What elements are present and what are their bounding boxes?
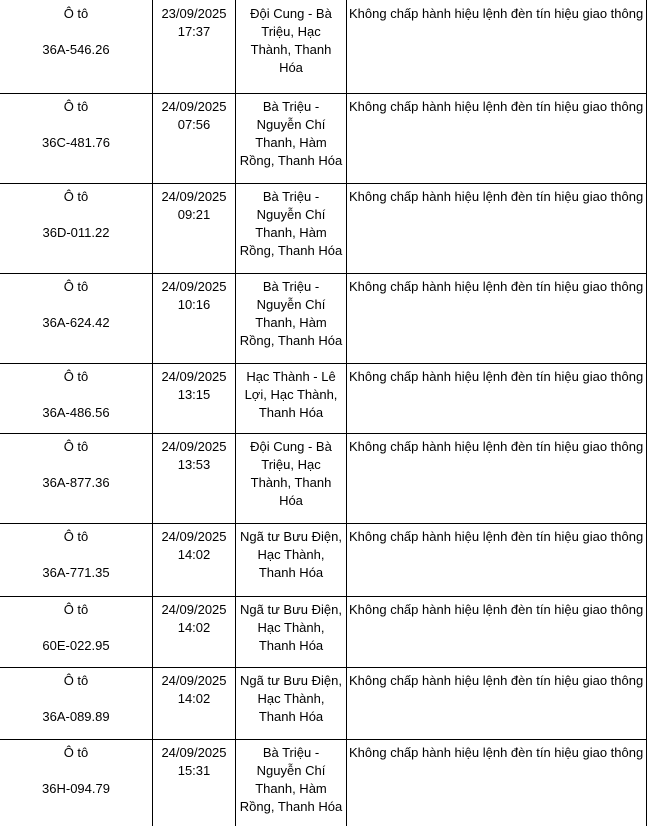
spacer [0, 690, 152, 708]
location-line: Thành, Thanh [250, 42, 332, 57]
datetime-cell [153, 5, 235, 41]
violation-date: 24/09/2025 [161, 279, 227, 294]
violation-cell: Không chấp hành hiệu lệnh đèn tín hiệu giao thông [349, 189, 644, 204]
location-cell [236, 98, 346, 170]
location-line: Hạc Thành, [257, 547, 325, 562]
violation-time: 17:37 [177, 24, 211, 39]
violation-time: 13:53 [177, 457, 211, 472]
violation-time: 07:56 [177, 117, 211, 132]
location-line: Ngã tư Bưu Điện, [240, 602, 342, 617]
location-line: Rồng, Thanh Hóa [239, 153, 343, 168]
location-line: Nguyễn Chí [256, 297, 326, 312]
datetime-cell [153, 601, 235, 637]
location-line: Thanh Hóa [258, 709, 324, 724]
location-line: Thanh, Hàm [255, 315, 327, 330]
violation-date: 24/09/2025 [161, 602, 227, 617]
violation-time: 15:31 [177, 763, 211, 778]
row-divider [0, 523, 646, 524]
spacer [0, 206, 152, 224]
location-cell [236, 368, 346, 422]
vehicle-type: Ô tô [63, 189, 89, 204]
violation-date: 24/09/2025 [161, 99, 227, 114]
row-divider [0, 739, 646, 740]
location-line: Nguyễn Chí [256, 207, 326, 222]
violation-time: 14:02 [177, 691, 211, 706]
location-line: Hóa [279, 493, 303, 508]
vehicle-type: Ô tô [63, 673, 89, 688]
location-line: Rồng, Thanh Hóa [239, 333, 343, 348]
location-line: Hạc Thành, [257, 691, 325, 706]
location-line: Hạc Thành, [257, 620, 325, 635]
vehicle-type: Ô tô [63, 529, 89, 544]
row-divider [0, 596, 646, 597]
location-line: Bà Triệu - [262, 745, 320, 760]
violation-cell: Không chấp hành hiệu lệnh đèn tín hiệu giao thông [349, 529, 644, 544]
location-cell [236, 744, 346, 816]
violation-time: 14:02 [177, 547, 211, 562]
location-line: Nguyễn Chí [256, 763, 326, 778]
spacer [0, 296, 152, 314]
location-line: Thanh Hóa [258, 405, 324, 420]
spacer [0, 23, 152, 41]
datetime-cell [153, 368, 235, 404]
vehicle-cell [0, 672, 152, 726]
location-cell [236, 5, 346, 77]
row-divider [0, 667, 646, 668]
violation-date: 24/09/2025 [161, 745, 227, 760]
license-plate: 36C-481.76 [42, 135, 110, 150]
violation-date: 23/09/2025 [161, 6, 227, 21]
violation-date: 24/09/2025 [161, 369, 227, 384]
vehicle-type: Ô tô [63, 99, 89, 114]
vehicle-cell [0, 528, 152, 582]
violation-time: 14:02 [177, 620, 211, 635]
location-line: Lợi, Hạc Thành, [244, 387, 338, 402]
violation-time: 13:15 [177, 387, 211, 402]
location-line: Thanh, Hàm [255, 781, 327, 796]
vehicle-cell [0, 188, 152, 242]
spacer [0, 619, 152, 637]
location-line: Đội Cung - Bà [250, 6, 332, 21]
location-line: Bà Triệu - [262, 279, 320, 294]
vehicle-type: Ô tô [63, 602, 89, 617]
location-line: Thanh, Hàm [255, 225, 327, 240]
violation-cell: Không chấp hành hiệu lệnh đèn tín hiệu giao thông [349, 99, 644, 114]
datetime-cell [153, 278, 235, 314]
column-divider [646, 0, 647, 826]
license-plate: 36A-877.36 [42, 475, 110, 490]
vehicle-cell [0, 98, 152, 152]
location-cell [236, 188, 346, 260]
datetime-cell [153, 744, 235, 780]
violation-cell: Không chấp hành hiệu lệnh đèn tín hiệu giao thông [349, 279, 644, 294]
location-line: Rồng, Thanh Hóa [239, 799, 343, 814]
license-plate: 36H-094.79 [42, 781, 110, 796]
location-line: Hóa [279, 60, 303, 75]
violation-date: 24/09/2025 [161, 189, 227, 204]
location-line: Triệu, Hạc [261, 457, 321, 472]
column-divider [346, 0, 347, 826]
vehicle-type: Ô tô [63, 439, 89, 454]
license-plate: 36A-546.26 [42, 42, 110, 57]
location-line: Bà Triệu - [262, 189, 320, 204]
violation-cell: Không chấp hành hiệu lệnh đèn tín hiệu giao thông [349, 673, 644, 688]
violation-cell: Không chấp hành hiệu lệnh đèn tín hiệu giao thông [349, 6, 644, 21]
spacer [0, 546, 152, 564]
vehicle-type: Ô tô [63, 6, 89, 21]
datetime-cell [153, 438, 235, 474]
location-line: Ngã tư Bưu Điện, [240, 529, 342, 544]
spacer [0, 116, 152, 134]
violation-time: 09:21 [177, 207, 211, 222]
location-cell [236, 601, 346, 655]
location-line: Nguyễn Chí [256, 117, 326, 132]
vehicle-cell [0, 601, 152, 655]
vehicle-cell [0, 278, 152, 332]
datetime-cell [153, 528, 235, 564]
violation-cell: Không chấp hành hiệu lệnh đèn tín hiệu giao thông [349, 745, 644, 760]
license-plate: 60E-022.95 [42, 638, 110, 653]
location-line: Thành, Thanh [250, 475, 332, 490]
location-cell [236, 438, 346, 510]
violation-time: 10:16 [177, 297, 211, 312]
location-line: Triệu, Hạc [261, 24, 321, 39]
location-line: Hạc Thành - Lê [246, 369, 336, 384]
row-divider [0, 93, 646, 94]
location-line: Thanh Hóa [258, 565, 324, 580]
license-plate: 36A-624.42 [42, 315, 110, 330]
datetime-cell [153, 672, 235, 708]
row-divider [0, 183, 646, 184]
vehicle-type: Ô tô [63, 745, 89, 760]
spacer [0, 762, 152, 780]
location-line: Bà Triệu - [262, 99, 320, 114]
vehicle-type: Ô tô [63, 279, 89, 294]
vehicle-cell [0, 438, 152, 492]
license-plate: 36A-486.56 [42, 405, 110, 420]
vehicle-cell [0, 5, 152, 59]
violation-date: 24/09/2025 [161, 529, 227, 544]
datetime-cell [153, 188, 235, 224]
violation-cell: Không chấp hành hiệu lệnh đèn tín hiệu giao thông [349, 369, 644, 384]
violation-date: 24/09/2025 [161, 673, 227, 688]
license-plate: 36A-771.35 [42, 565, 110, 580]
location-line: Đội Cung - Bà [250, 439, 332, 454]
location-cell [236, 672, 346, 726]
violation-cell: Không chấp hành hiệu lệnh đèn tín hiệu giao thông [349, 439, 644, 454]
license-plate: 36A-089.89 [42, 709, 110, 724]
spacer [0, 456, 152, 474]
location-cell [236, 278, 346, 350]
row-divider [0, 363, 646, 364]
license-plate: 36D-011.22 [42, 225, 110, 240]
vehicle-cell [0, 744, 152, 798]
row-divider [0, 433, 646, 434]
datetime-cell [153, 98, 235, 134]
vehicle-type: Ô tô [63, 369, 89, 384]
violation-cell: Không chấp hành hiệu lệnh đèn tín hiệu giao thông [349, 602, 644, 617]
violation-date: 24/09/2025 [161, 439, 227, 454]
location-line: Rồng, Thanh Hóa [239, 243, 343, 258]
vehicle-cell [0, 368, 152, 422]
location-line: Ngã tư Bưu Điện, [240, 673, 342, 688]
location-line: Thanh Hóa [258, 638, 324, 653]
location-line: Thanh, Hàm [255, 135, 327, 150]
spacer [0, 386, 152, 404]
row-divider [0, 273, 646, 274]
location-cell [236, 528, 346, 582]
